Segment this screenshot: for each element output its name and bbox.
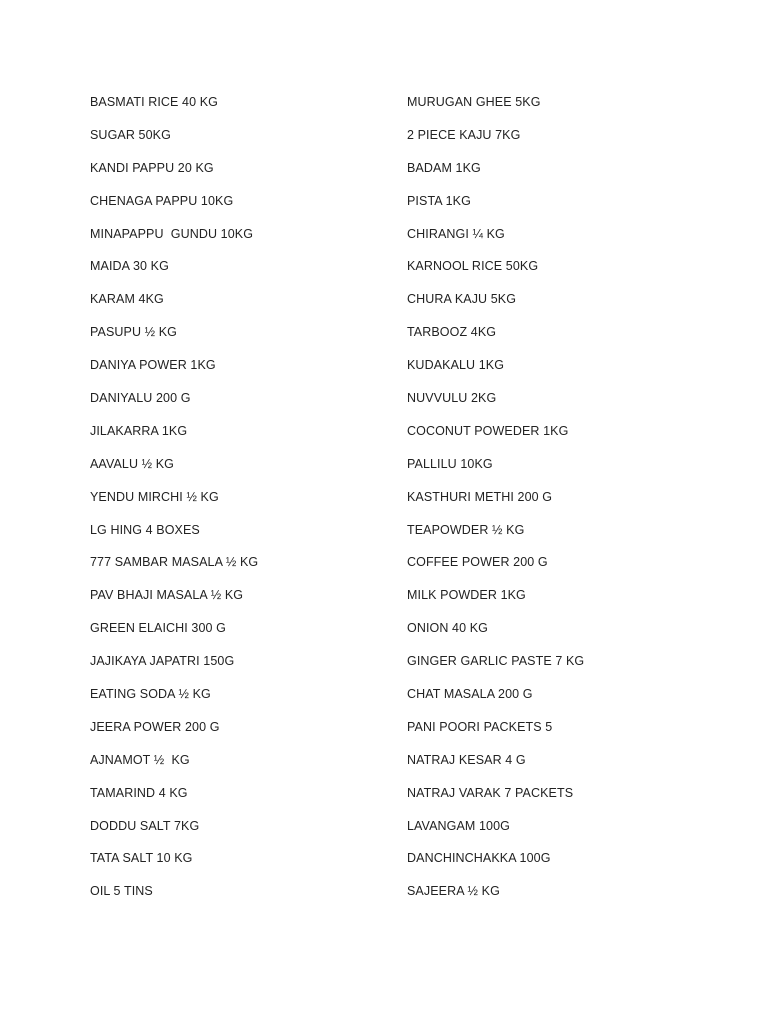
list-item: KARNOOL RICE 50KG xyxy=(407,259,539,274)
list-item: GREEN ELAICHI 300 G xyxy=(90,621,226,636)
list-item: NATRAJ VARAK 7 PACKETS xyxy=(407,785,574,800)
list-item: AJNAMOT ½ KG xyxy=(90,752,190,767)
list-item: BASMATI RICE 40 KG xyxy=(90,95,218,109)
list-item: CHENAGA PAPPU 10KG xyxy=(90,193,234,208)
list-item: MINAPAPPU GUNDU 10KG xyxy=(90,226,254,241)
list-item: DANIYALU 200 G xyxy=(90,391,191,406)
list-item: TAMARIND 4 KG xyxy=(90,785,188,800)
list-item: TATA SALT 10 KG xyxy=(90,851,193,866)
list-item: KARAM 4KG xyxy=(90,292,164,307)
list-item: DODDU SALT 7KG xyxy=(90,818,200,833)
list-item: PAV BHAJI MASALA ½ KG xyxy=(90,588,244,603)
list-item: COCONUT POWEDER 1KG xyxy=(407,423,569,438)
list-item: DANCHINCHAKKA 100G xyxy=(407,851,551,866)
list-item: CHIRANGI ¼ KG xyxy=(407,226,505,241)
list-item: NUVVULU 2KG xyxy=(407,391,497,406)
list-item: DANIYA POWER 1KG xyxy=(90,358,216,373)
list-item: OIL 5 TINS xyxy=(90,884,153,899)
list-item: LG HING 4 BOXES xyxy=(90,522,200,537)
list-item: ONION 40 KG xyxy=(407,621,488,636)
list-item: 2 PIECE KAJU 7KG xyxy=(407,127,521,142)
list-item: 777 SAMBAR MASALA ½ KG xyxy=(90,555,259,570)
list-item: SUGAR 50KG xyxy=(90,127,171,142)
right-item-list xyxy=(407,93,737,915)
list-item: TEAPOWDER ½ KG xyxy=(407,522,525,537)
list-item: KUDAKALU 1KG xyxy=(407,358,505,373)
list-item: SAJEERA ½ KG xyxy=(407,884,500,899)
list-item: PANI POORI PACKETS 5 xyxy=(407,719,553,734)
list-item: PALLILU 10KG xyxy=(407,456,493,471)
list-item: BADAM 1KG xyxy=(407,160,481,175)
list-item: KASTHURI METHI 200 G xyxy=(407,489,553,504)
list-item: COFFEE POWER 200 G xyxy=(407,555,548,570)
list-item: NATRAJ KESAR 4 G xyxy=(407,752,526,767)
list-item: JILAKARRA 1KG xyxy=(90,423,188,438)
list-item: MURUGAN GHEE 5KG xyxy=(407,95,541,109)
list-item: JEERA POWER 200 G xyxy=(90,719,220,734)
list-item: KANDI PAPPU 20 KG xyxy=(90,160,214,175)
list-item: GINGER GARLIC PASTE 7 KG xyxy=(407,654,585,669)
list-item: YENDU MIRCHI ½ KG xyxy=(90,489,219,504)
list-item: PISTA 1KG xyxy=(407,193,471,208)
list-item: PASUPU ½ KG xyxy=(90,325,178,340)
list-item: CHURA KAJU 5KG xyxy=(407,292,517,307)
list-item: TARBOOZ 4KG xyxy=(407,325,497,340)
list-item: JAJIKAYA JAPATRI 150G xyxy=(90,654,235,669)
list-item: CHAT MASALA 200 G xyxy=(407,687,533,702)
list-item: LAVANGAM 100G xyxy=(407,818,510,833)
list-item: EATING SODA ½ KG xyxy=(90,687,211,702)
list-item: MAIDA 30 KG xyxy=(90,259,169,274)
left-item-list xyxy=(90,93,390,915)
list-item: AAVALU ½ KG xyxy=(90,456,175,471)
list-item: MILK POWDER 1KG xyxy=(407,588,526,603)
